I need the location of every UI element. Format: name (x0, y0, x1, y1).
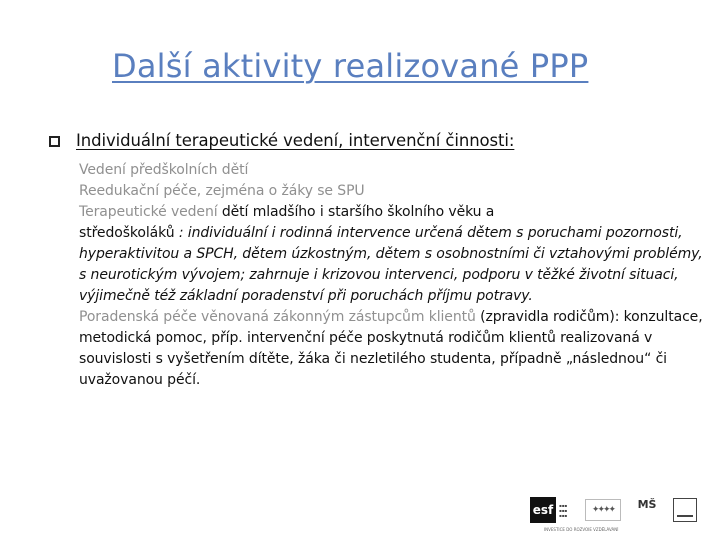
therapy-text: dětí mladšího i staršího školního věku a (217, 204, 495, 220)
line-counseling (79, 307, 704, 391)
op-vk-logo-icon (673, 498, 697, 522)
slide-body (79, 160, 704, 391)
bullet-heading: Individuální terapeutické vedení, intervenční činnosti: (76, 131, 515, 150)
line-therapy (79, 202, 704, 223)
secondary-text: : individuální i rodinná intervence určená dětem s poruchami pozornosti, hyperaktivitou a SPCH, dětem úzkostným, dětem s osobnostními či vztahovými problémy, s neurotickým vývojem; zahrnuje i krizovou intervenci, podporu v těžké životní situaci, výjimečně též základní poradenství při poruchách příjmu potravy. (79, 225, 703, 304)
counseling-label: Poradenská péče věnovaná zákonným zástupcům klientů (79, 309, 476, 325)
checkbox-bullet-icon (49, 136, 60, 147)
therapy-label: Terapeutické vedení (79, 204, 218, 220)
esf-logo-icon: esf ▪▪▪ ▪▪▪ ▪▪▪ (530, 497, 579, 523)
msmt-logo-icon: MŠ (637, 498, 657, 511)
footer-logos (530, 494, 715, 526)
slide-title: Další aktivity realizované PPP (112, 47, 589, 85)
esf-mark: esf (530, 497, 556, 523)
line-preschool: Vedení předškolních dětí (79, 162, 249, 178)
line-reeducation: Reedukační péče, zejména o žáky se SPU (79, 183, 365, 199)
footer-logo-strip: INVESTICE DO ROZVOJE VZDĚLÁVÁNÍ (544, 527, 619, 531)
counseling-text: (zpravidla rodičům): konzultace, metodická pomoc, příp. intervenční péče poskytnutá rodičům klientů realizovaná v souvislosti s vyšetřením dítěte, žáka či nezletilého studenta, případně „následnou“ či uvažovanou péčí. (79, 309, 703, 388)
line-secondary (79, 223, 704, 307)
eu-flag-logo-icon: ✦✦✦✦ (585, 499, 621, 521)
secondary-label: středoškoláků (79, 225, 175, 241)
main-bullet (49, 131, 514, 150)
